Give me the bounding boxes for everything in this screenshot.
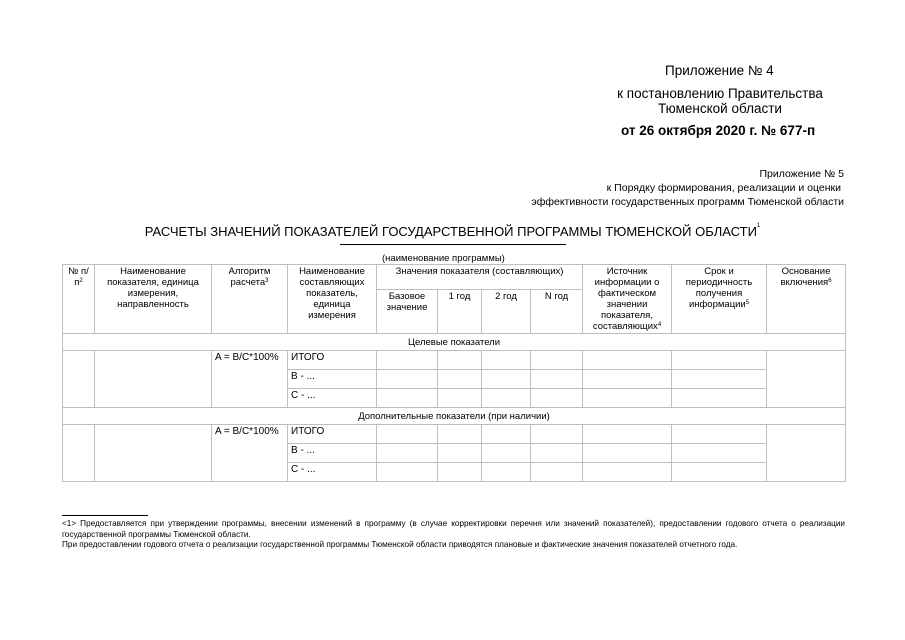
component-cell: ИТОГО — [288, 351, 377, 370]
resolution-date: от 26 октября 2020 г. № 677-п — [621, 123, 816, 138]
header-period: Срок и периодичность получения информации$^5$ — [672, 265, 767, 334]
resolution-line-2: Тюменской области — [658, 101, 782, 116]
document-title-text: РАСЧЕТЫ ЗНАЧЕНИЙ ПОКАЗАТЕЛЕЙ ГОСУДАРСТВЕННОЙ ПРОГРАММЫ ТЮМЕНСКОЙ ОБЛАСТИ — [144, 224, 757, 239]
indicators-table — [62, 264, 846, 482]
footnote-separator — [62, 515, 148, 516]
header-component-name: Наименование составляющих показатель, единица измерения — [288, 265, 377, 334]
section-row — [63, 334, 846, 351]
header-values-group: Значения показателя (составляющих) — [377, 265, 583, 290]
footnote-1: <1> Предоставляется при утверждении программы, внесении изменений в программу (в случае корректировки перечня или значений показателей), предоставлении годового отчета о реализации государственной программы Тюменской области. — [62, 519, 845, 539]
header-base-value: Базовое значение — [377, 289, 438, 333]
footnotes — [62, 519, 845, 551]
header-basis: Основание включения$^6$ — [767, 265, 846, 334]
table-row — [63, 351, 846, 370]
formula-cell: A = B/C*100% — [212, 351, 288, 408]
basis-cell — [767, 351, 846, 408]
header-year-n: N год — [531, 289, 583, 333]
document-title — [0, 224, 905, 239]
num-cell — [63, 425, 95, 482]
program-name-line — [340, 244, 566, 245]
sub-appendix-line-1: к Порядку формирования, реализации и оценки — [606, 182, 841, 194]
header-year-2: 2 год — [482, 289, 531, 333]
header-algorithm: Алгоритм расчета$^3$ — [212, 265, 288, 334]
component-cell: C - ... — [288, 389, 377, 408]
header-year-1: 1 год — [438, 289, 482, 333]
header-source: Источник информации о фактическом значении показателя, составляющих$^4$ — [583, 265, 672, 334]
section-row — [63, 408, 846, 425]
title-footnote-mark: 1 — [756, 223, 761, 229]
component-cell: C - ... — [288, 463, 377, 482]
formula-cell: A = B/C*100% — [212, 425, 288, 482]
table-row — [63, 425, 846, 444]
component-cell: B - ... — [288, 444, 377, 463]
num-cell — [63, 351, 95, 408]
section-title-additional: Дополнительные показатели (при наличии) — [63, 408, 846, 425]
component-cell: B - ... — [288, 370, 377, 389]
footnote-2: При предоставлении годового отчета о реализации государственной программы Тюменской области приводятся плановые и фактические значения показателей отчетного года. — [62, 540, 738, 549]
section-title-target: Целевые показатели — [63, 334, 846, 351]
sub-appendix-line-2: эффективности государственных программ Тюменской области — [531, 196, 844, 208]
basis-cell — [767, 425, 846, 482]
header-indicator-name: Наименование показателя, единица измерения, направленность — [95, 265, 212, 334]
header-num: № $п/п^2$ — [63, 265, 95, 334]
sub-appendix-title: Приложение № 5 — [759, 168, 844, 180]
component-cell: ИТОГО — [288, 425, 377, 444]
resolution-line-1: к постановлению Правительства — [617, 86, 823, 101]
indicator-name-cell — [95, 351, 212, 408]
appendix-title: Приложение № 4 — [665, 63, 774, 78]
table-header-row — [63, 265, 846, 290]
program-caption: (наименование программы) — [382, 253, 505, 264]
indicator-name-cell — [95, 425, 212, 482]
